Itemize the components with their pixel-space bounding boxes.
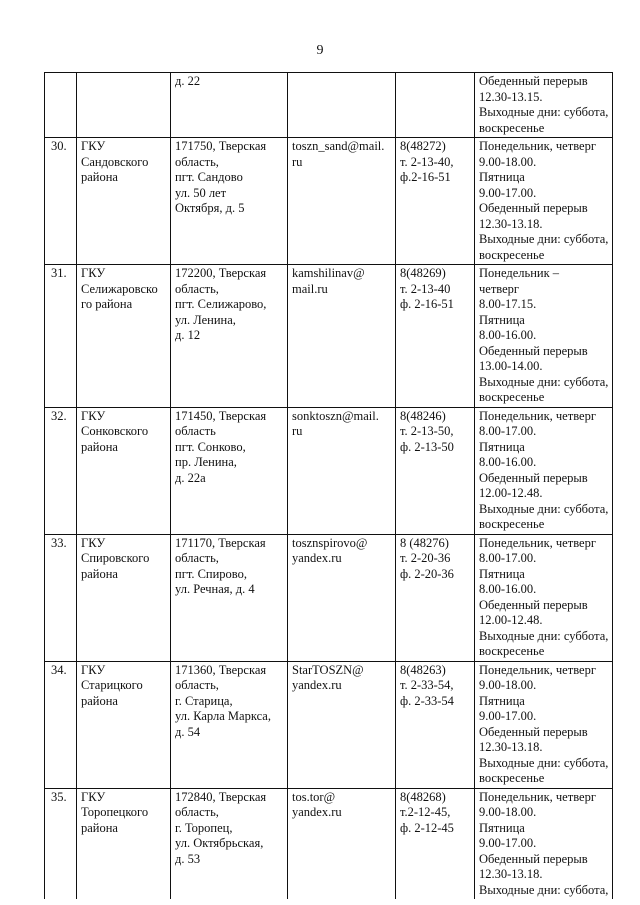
office-hours: Понедельник, четверг 9.00-18.00. Пятница 9.00-17.00. Обеденный перерыв 12.30-13.18. Выходные дни: суббота, [475, 788, 613, 899]
office-name [77, 73, 171, 138]
offices-table [44, 72, 613, 899]
row-number: 35. [45, 788, 77, 899]
office-address: 171450, Тверская область пгт. Сонково, пр. Ленина, д. 22а [171, 407, 288, 534]
office-hours: Понедельник, четверг 9.00-18.00. Пятница 9.00-17.00. Обеденный перерыв 12.30-13.18. Выходные дни: суббота, воскресенье [475, 661, 613, 788]
office-name: ГКУ Сандовского района [77, 138, 171, 265]
office-address: д. 22 [171, 73, 288, 138]
table-row [45, 73, 613, 138]
office-email [288, 73, 396, 138]
office-address: 171360, Тверская область, г. Старица, ул. Карла Маркса, д. 54 [171, 661, 288, 788]
office-hours: Понедельник, четверг 9.00-18.00. Пятница 9.00-17.00. Обеденный перерыв 12.30-13.18. Выходные дни: суббота, воскресенье [475, 138, 613, 265]
row-number: 31. [45, 265, 77, 408]
office-phone: 8(48272) т. 2-13-40, ф.2-16-51 [396, 138, 475, 265]
office-name: ГКУ Сонковского района [77, 407, 171, 534]
office-address: 172840, Тверская область, г. Торопец, ул. Октябрьская, д. 53 [171, 788, 288, 899]
office-hours: Обеденный перерыв 12.30-13.15. Выходные дни: суббота, воскресенье [475, 73, 613, 138]
office-hours: Понедельник, четверг 8.00-17.00. Пятница 8.00-16.00. Обеденный перерыв 12.00-12.48. Выходные дни: суббота, воскресенье [475, 407, 613, 534]
office-phone: 8(48263) т. 2-33-54, ф. 2-33-54 [396, 661, 475, 788]
row-number: 33. [45, 534, 77, 661]
office-email: sonktoszn@mail. ru [288, 407, 396, 534]
row-number: 30. [45, 138, 77, 265]
office-email: kamshilinav@ mail.ru [288, 265, 396, 408]
office-email: tosznspirovo@ yandex.ru [288, 534, 396, 661]
office-email: StarTOSZN@ yandex.ru [288, 661, 396, 788]
row-number: 34. [45, 661, 77, 788]
row-number [45, 73, 77, 138]
office-name: ГКУ Торопецкого района [77, 788, 171, 899]
table-row [45, 788, 613, 899]
row-number: 32. [45, 407, 77, 534]
office-address: 172200, Тверская область, пгт. Селижарово, ул. Ленина, д. 12 [171, 265, 288, 408]
office-phone: 8(48269) т. 2-13-40 ф. 2-16-51 [396, 265, 475, 408]
office-email: tos.tor@ yandex.ru [288, 788, 396, 899]
office-name: ГКУ Спировского района [77, 534, 171, 661]
office-phone [396, 73, 475, 138]
office-address: 171750, Тверская область, пгт. Сандово ул. 50 лет Октября, д. 5 [171, 138, 288, 265]
office-name: ГКУ Селижаровско го района [77, 265, 171, 408]
page-number: 9 [316, 43, 324, 58]
office-address: 171170, Тверская область, пгт. Спирово, ул. Речная, д. 4 [171, 534, 288, 661]
office-phone: 8(48268) т.2-12-45, ф. 2-12-45 [396, 788, 475, 899]
table-row [45, 407, 613, 534]
table-row [45, 265, 613, 408]
office-phone: 8(48246) т. 2-13-50, ф. 2-13-50 [396, 407, 475, 534]
office-email: toszn_sand@mail. ru [288, 138, 396, 265]
office-name: ГКУ Старицкого района [77, 661, 171, 788]
office-hours: Понедельник – четверг 8.00-17.15. Пятница 8.00-16.00. Обеденный перерыв 13.00-14.00. Выходные дни: суббота, воскресенье [475, 265, 613, 408]
table-row [45, 534, 613, 661]
table-row [45, 138, 613, 265]
table-row [45, 661, 613, 788]
office-hours: Понедельник, четверг 8.00-17.00. Пятница 8.00-16.00. Обеденный перерыв 12.00-12.48. Выходные дни: суббота, воскресенье [475, 534, 613, 661]
office-phone: 8 (48276) т. 2-20-36 ф. 2-20-36 [396, 534, 475, 661]
